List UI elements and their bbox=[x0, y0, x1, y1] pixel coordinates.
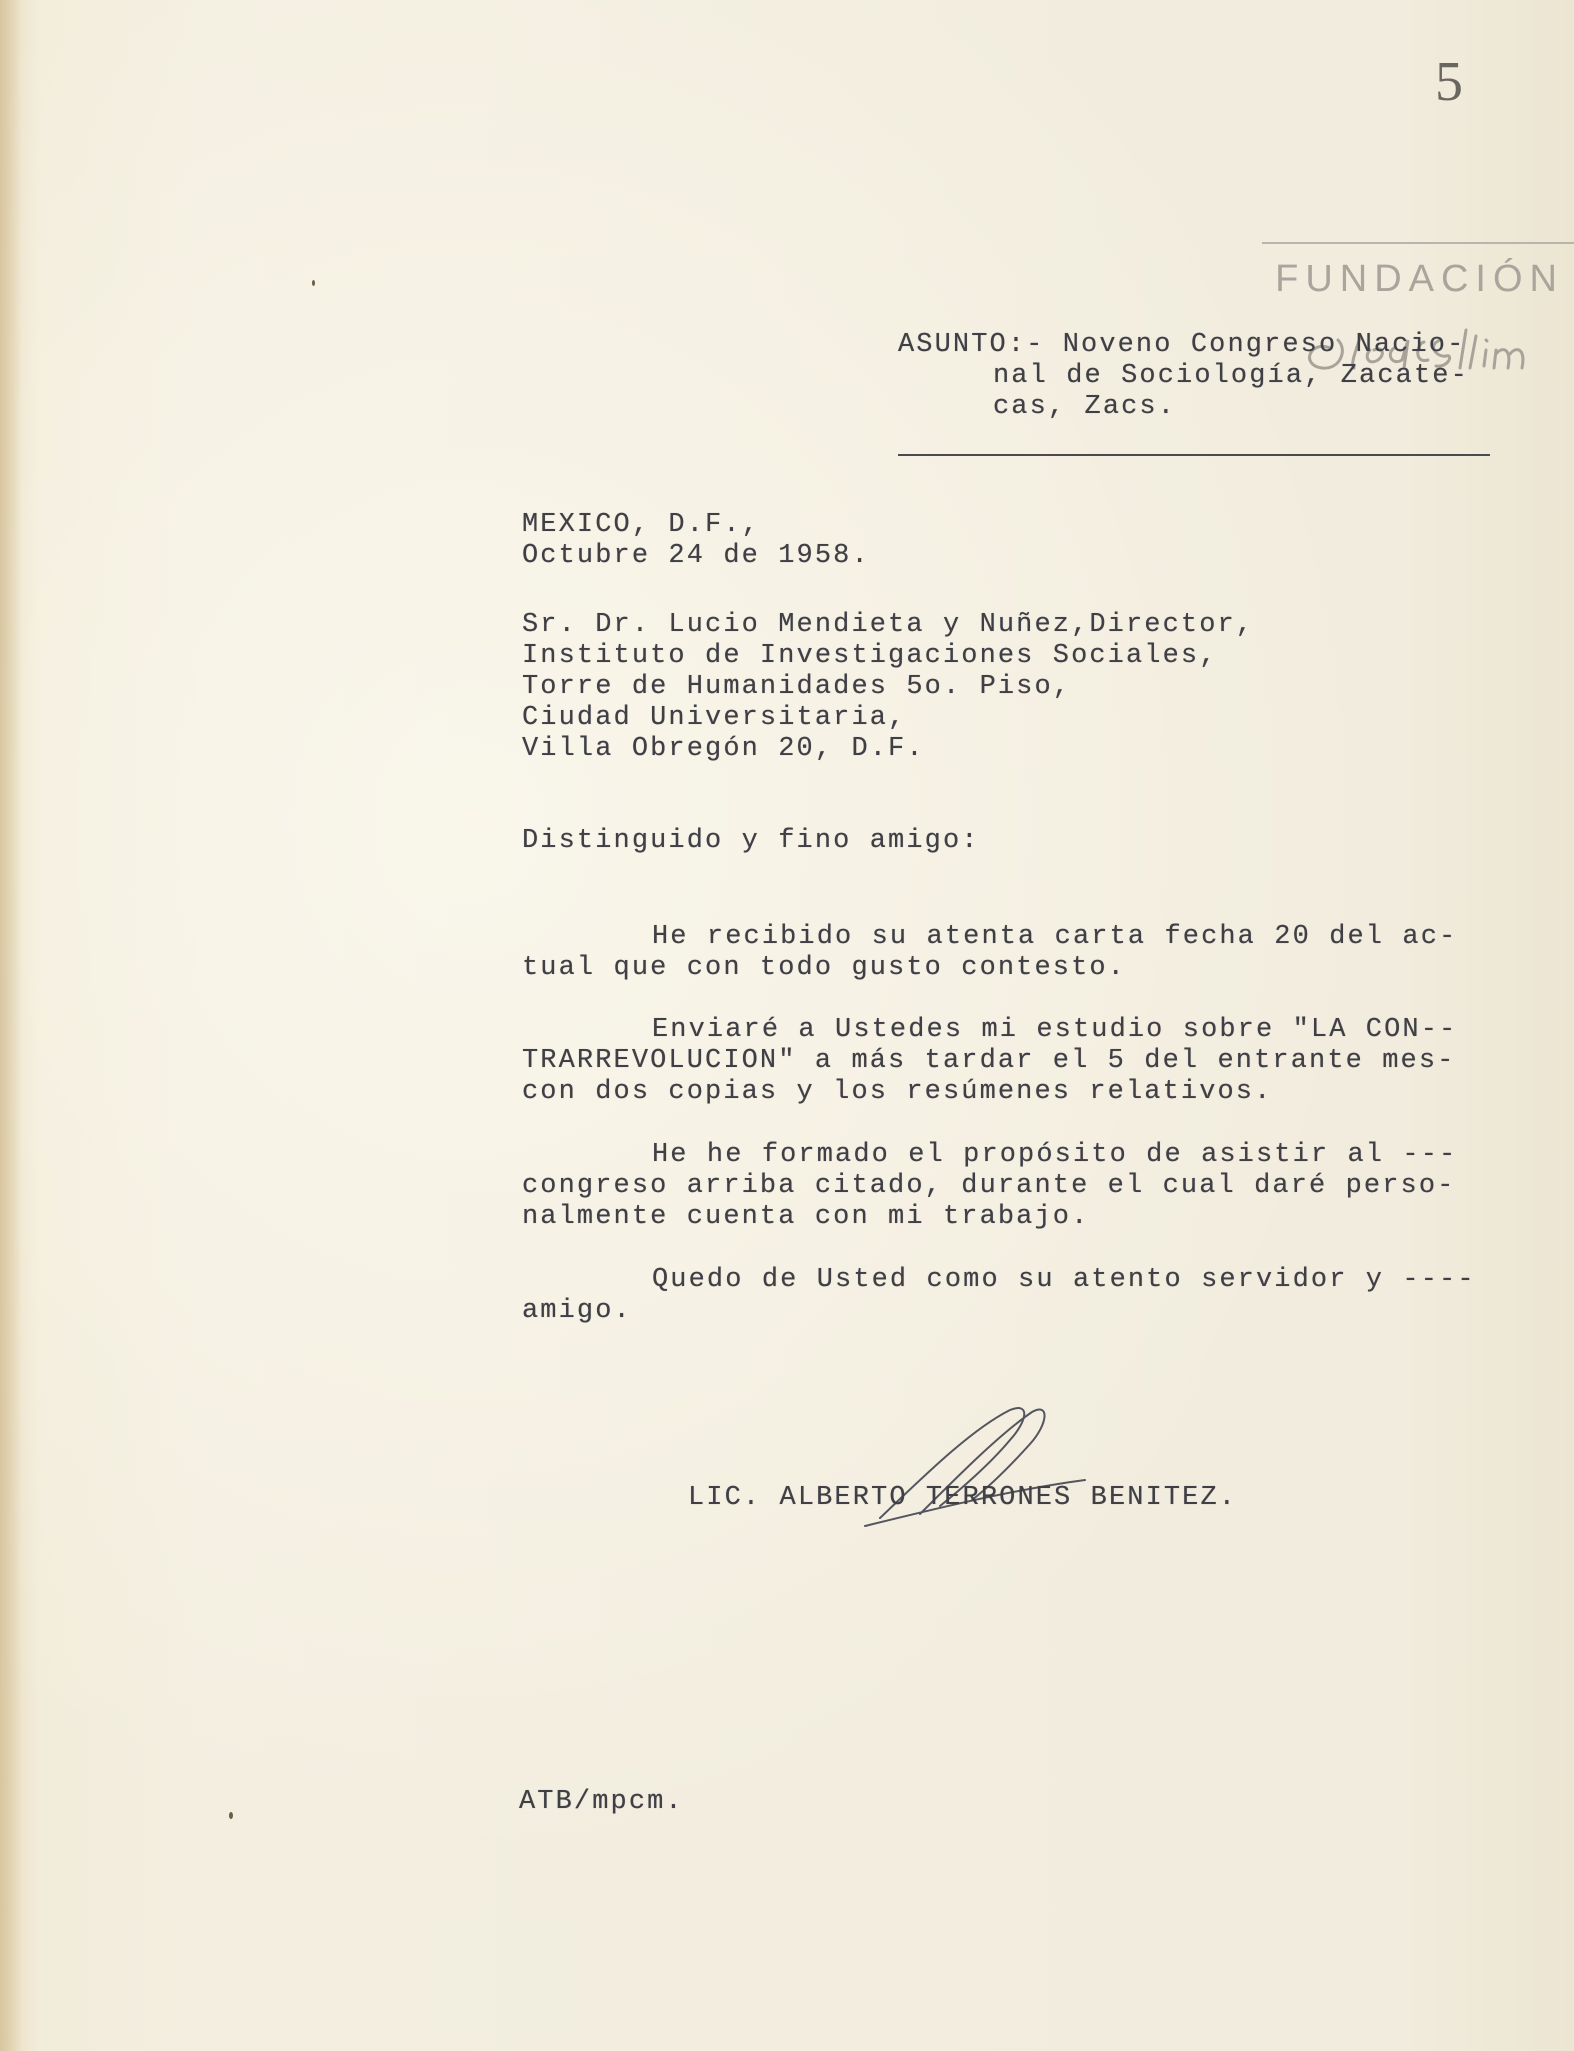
watermark-divider bbox=[1262, 242, 1574, 244]
recipient-line-1: Sr. Dr. Lucio Mendieta y Nuñez,Director, bbox=[522, 610, 1255, 640]
paper-speck bbox=[229, 1812, 233, 1819]
paragraph-2-line-3: con dos copias y los resúmenes relativos. bbox=[522, 1077, 1273, 1107]
paragraph-3-line-2: congreso arriba citado, durante el cual daré perso- bbox=[522, 1171, 1456, 1201]
paragraph-3-line-1: He he formado el propósito de asistir al --- bbox=[652, 1140, 1458, 1170]
recipient-line-2: Instituto de Investigaciones Sociales, bbox=[522, 641, 1218, 671]
page-number: 5 bbox=[1435, 51, 1463, 113]
paper-edge-shadow bbox=[0, 0, 22, 2051]
paragraph-3-line-3: nalmente cuenta con mi trabajo. bbox=[522, 1202, 1090, 1232]
paper-speck bbox=[312, 280, 315, 286]
paragraph-2-line-2: TRARREVOLUCION" a más tardar el 5 del entrante mes- bbox=[522, 1046, 1456, 1076]
paragraph-4-line-1: Quedo de Usted como su atento servidor y ---- bbox=[652, 1265, 1476, 1295]
paragraph-2-line-1: Enviaré a Ustedes mi estudio sobre "LA CON-- bbox=[652, 1015, 1458, 1045]
subject-line-2: nal de Sociología, Zacate- bbox=[993, 361, 1469, 391]
recipient-line-3: Torre de Humanidades 5o. Piso, bbox=[522, 672, 1072, 702]
subject-line-1: ASUNTO:- Noveno Congreso Nacio- bbox=[898, 330, 1466, 360]
subject-underline bbox=[898, 454, 1490, 456]
date-line: Octubre 24 de 1958. bbox=[522, 541, 870, 571]
watermark-fundacion: FUNDACIÓN bbox=[1275, 258, 1564, 300]
recipient-line-5: Villa Obregón 20, D.F. bbox=[522, 734, 925, 764]
paragraph-4-line-2: amigo. bbox=[522, 1296, 632, 1326]
subject-line-3: cas, Zacs. bbox=[993, 392, 1177, 422]
signatory-name: LIC. ALBERTO TERRONES BENITEZ. bbox=[688, 1483, 1238, 1513]
recipient-line-4: Ciudad Universitaria, bbox=[522, 703, 907, 733]
salutation: Distinguido y fino amigo: bbox=[522, 826, 980, 856]
paragraph-1-line-2: tual que con todo gusto contesto. bbox=[522, 953, 1126, 983]
paragraph-1-line-1: He recibido su atenta carta fecha 20 del ac- bbox=[652, 922, 1458, 952]
typist-initials: ATB/mpcm. bbox=[519, 1787, 684, 1817]
place-line: MEXICO, D.F., bbox=[522, 510, 760, 540]
